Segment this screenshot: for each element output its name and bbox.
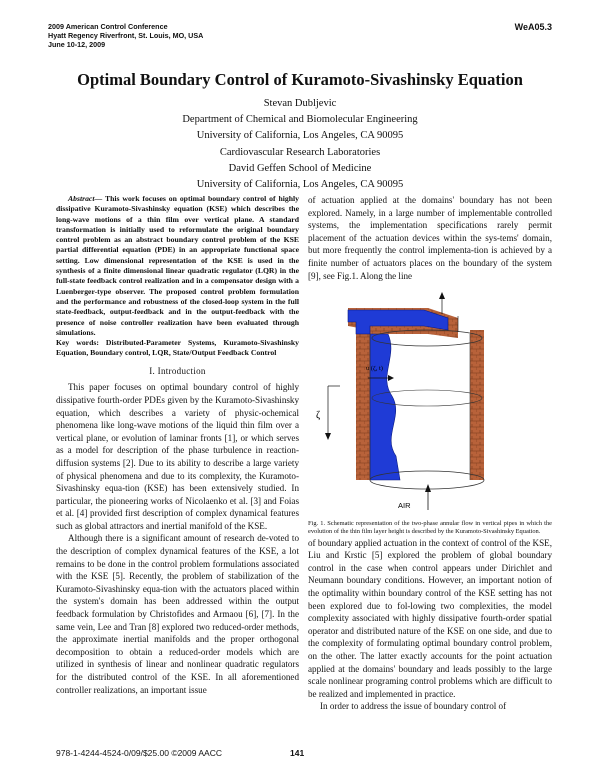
affiliation-line: University of California, Los Angeles, CA 90095 <box>196 179 404 191</box>
zeta-label: ζ <box>316 410 321 422</box>
author-block <box>40 96 560 193</box>
annular-flow-diagram <box>308 286 552 518</box>
air-label: AIR <box>398 501 411 511</box>
zeta-arrow-head <box>325 433 331 440</box>
pipe-wall-right <box>470 330 484 480</box>
footer-isbn: 978-1-4244-4524-0/09/$25.00 ©2009 AACC <box>56 748 222 758</box>
right-paragraph-last: In order to address the issue of boundary control of <box>320 701 507 712</box>
author-name: Stevan Dubljevic <box>263 98 337 109</box>
paper-title: Optimal Boundary Control of Kuramoto-Sivashinsky Equation <box>77 70 523 89</box>
conference-header <box>48 22 203 49</box>
conference-name: 2009 American Control Conference <box>48 22 168 31</box>
right-paragraph-top: of actuation applied at the domains' boundary has not been explored. Namely, in a large number of implementable controlled systems, the implementation specifications rarely permit placement of the actuation devices within the sys-tems' domain, but more frequently the control implementa-tion is achieved by a finite number of actuators places on the boundary of the system [9], see Fig.1. Along the line <box>308 195 552 281</box>
affiliation-line: Department of Chemical and Biomolecular Engineering <box>182 114 418 126</box>
figure-1 <box>308 286 552 518</box>
air-arrow-head <box>425 484 431 492</box>
abstract <box>56 194 299 338</box>
left-column <box>56 194 299 696</box>
affiliation-line: Cardiovascular Research Laboratories <box>219 146 381 158</box>
section-heading-introduction: I. Introduction <box>149 365 206 376</box>
u-label: u (ζ, t) <box>366 365 383 373</box>
session-code: WeA05.3 <box>514 22 552 32</box>
figure-caption: Fig. 1. Schematic representation of the two-phase annular flow in vertical pipes in which the evolution of the thin film layer height is described by the Kuramoto-Sivashinsky Equation. <box>308 520 552 536</box>
affiliation-line: University of California, Los Angeles, CA 90095 <box>196 130 404 142</box>
abstract-text: This work focuses on optimal boundary control of highly dissipative Kuramoto-Sivashinsky equation (KSE) which describes the long-wave motions of a thin film over vertical plane. A standard transformation is initially used to reformulate the original boundary control problem as an abstract boundary control problem of the KSE partial differential equation (PDE) in an appropriate functional space setting. Low dimensional representation of the KSE is used in the synthesis of a finite dimensional linear quadratic regulator (LQR) in the full-state feedback control realization and in a compensator design with a Luenberger-type observer. The proposed control problem formulation and the performance and robustness of the closed-loop system in the full state-feedback, output-feedback and in the output-feedback with the presence of noise controller realization have been evaluated through simulations. <box>56 194 299 337</box>
intro-paragraph-1: This paper focuses on optimal boundary control of highly dissipative fourth-order PDEs given by the Kuramoto-Sivashinsky equation, which describes a variety of physic-ochemical phenomena like long-wave motions of the liquid thin film over a vertical plane, or evolution of laminar fronts [1], or which serves as a model for description of the phase turbulence in reaction-diffusion systems [2]. Due to its ability to describe a large variety of physical phenomena and due to its complexity, the Kuramoto-Sivashinsky equa-tion (KSE) has been extensively studied. In particular, the pioneering works of Nicolaenko et al. [3] and Foias et al. [4] provided first description of complex dynamical features such as global attractors and inertial manifold of the KSE. <box>56 382 299 531</box>
u-arrow-head <box>388 375 394 381</box>
intro-paragraph-2: Although there is a significant amount of research de-voted to the description of complex dynamical features of the KSE, a lot remains to be done in the control problem formulations associated with the KSE [5]. Recently, the problem of stabilization of the Kuramoto-Sivashinsky equa-tion with the actuators placed within the system's domain has been addressed within the output feedback formulation by Christofides and Armaou [6], [7]. In the same vein, Lee and Tran [8] explored two reduced-order methods, the approximate inertial manifolds and the proper orthogonal decomposition to obtain a reduced-order models which are utilized in synthesis of linear and nonlinear quadratic regulators for the distributed control of the KSE. In all aforementioned controller realizations, an important issue <box>56 533 299 695</box>
pipe-wall-left <box>356 330 370 480</box>
thin-film-layer <box>370 334 400 480</box>
page-number: 141 <box>290 748 305 758</box>
affiliation-line: David Geffen School of Medicine <box>228 162 372 174</box>
right-paragraph-bottom: of boundary applied actuation in the context of control of the KSE, Liu and Krstic [5] explored the problem of global boundary control in the case when control appears under Dirichlet and Neumann boundary conditions. However, an important notion of the optimality within boundary control of the KSE setting has not been explored due to fol-lowing two complexities, the model complexity associated with highly dissipative fourth-order spatial operator and distributed nature of the KSE on one side, and due to the complexity of formulating optimal boundary control problem, on the other. The latter exactly accounts for the point actuation applied at the domains' boundary and leads possibly to the large scale nonlinear programing control problems which are difficult to be realized and implemented in practice. <box>308 537 552 699</box>
abstract-label: Abstract— <box>68 194 103 203</box>
right-column <box>308 194 552 713</box>
conference-venue: Hyatt Regency Riverfront, St. Louis, MO, USA <box>48 31 204 40</box>
keywords: Key words: Distributed-Parameter Systems, Kuramoto-Sivashinsky Equation, Boundary control, LQR, State/Output Feedback Control <box>56 338 299 358</box>
top-arrow-head <box>439 292 445 299</box>
conference-dates: June 10-12, 2009 <box>48 40 106 49</box>
